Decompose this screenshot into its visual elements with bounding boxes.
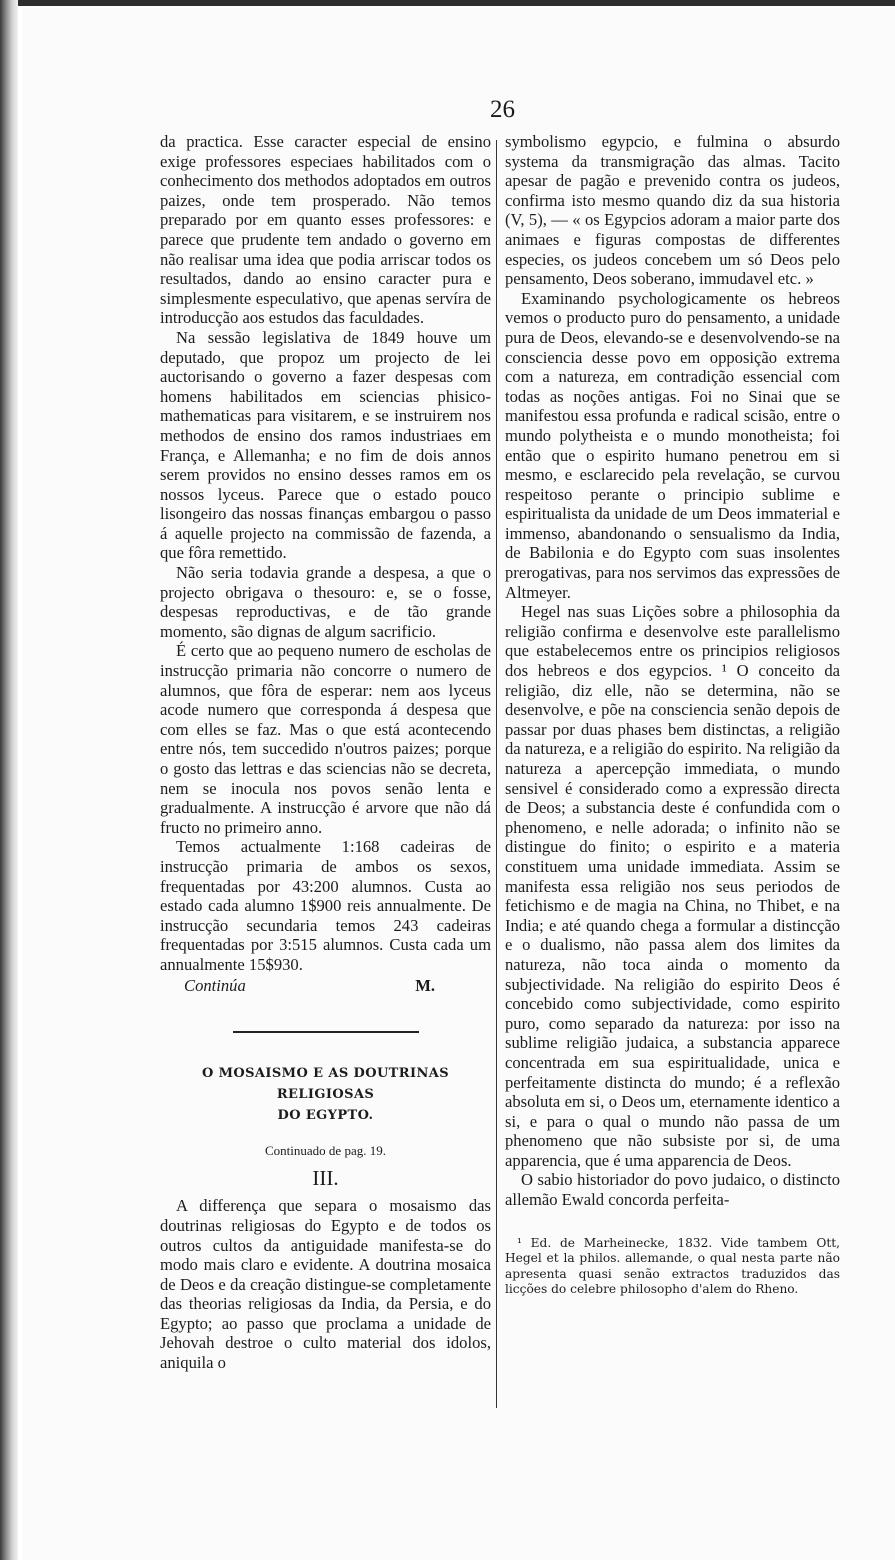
author-initial: M. xyxy=(415,975,435,995)
continua-label: Continúa xyxy=(184,975,246,995)
continued-from: Continuado de pag. 19. xyxy=(265,1143,386,1159)
footnote: ¹ Ed. de Marheinecke, 1832. Vide tambem Ott, Hegel et la philos. allemande, o qual nesta parte não apresenta quasi senão extractos traduzidos das licções do celebre philosopho d'alem do Rheno. xyxy=(505,1235,840,1297)
book-binding-edge xyxy=(0,0,18,1560)
paragraph: A differença que separa o mosaismo das doutrinas religiosas do Egypto e de todos os outros cultos da antiguidade manifesta-se do modo mais claro e evidente. A doutrina mosaica de Deos e da creação distingue-se completamente das theorias religiosas da India, da Persia, e do Egypto; ao passo que proclama a unidade de Jehovah destroe o culto material dos idolos, aniquila o xyxy=(160,1196,491,1373)
page-number: 26 xyxy=(490,96,515,123)
paragraph: da practica. Esse caracter especial de ensino exige professores especiaes habilitados com o conhecimento dos methodos adoptados em outros paizes, onde tem prosperado. Não temos preparado por em quanto esses professores: e parece que prudente tem andado o governo em não realisar uma idea que podia arriscar todos os resultados, dando ao ensino caracter pura e simplesmente especulativo, que apenas servíra de introducção aos estudos das faculdades. xyxy=(160,132,491,328)
column-divider xyxy=(496,140,497,1408)
article-title: O MOSAISMO E AS DOUTRINAS RELIGIOSAS DO EGYPTO. xyxy=(201,1066,450,1124)
paragraph: O sabio historiador do povo judaico, o distincto allemão Ewald concorda perfeita- xyxy=(505,1170,840,1210)
paragraph: Na sessão legislativa de 1849 houve um deputado, que propoz um projecto de lei auctorisando o governo a fazer despesas com homens habilitados em sciencias phisico-mathematicas para visitarem, e se instruirem nos methodos de ensino dos ramos industriaes em França, e Allemanha; e no fim de dois annos serem providos no ensino desses ramos em os nossos lyceus. Parece que o estado pouco lisongeiro das nossas finanças embargou o passo á aquelle projecto na commissão de fazenda, a que fôra remettido. xyxy=(160,327,491,563)
paragraph: Hegel nas suas Lições sobre a philosophia da religião confirma e desenvolve este parallelismo que estabelecemos entre os principios religiosos dos hebreos e dos egypcios. ¹ O conceito da religião, diz elle, não se determina, não se desenvolve, e põe na consciencia senão depois de passar por duas phases bem distinctas, a religião da natureza, e a religião do espirito. Na religião da natureza a apercepção immediata, o mundo sensivel é considerado como a expressão directa de Deos; a substancia deste é confundida com o phenomeno, e nelle adorada; o infinito não se distingue do finito; o espirito e a materia constituem uma unidade immediata. Assim se manifesta essa religião nos seus periodos de fetichismo e de magia na China, no Thibet, e na India; e até quando chega a formular a distincção e o dualismo, não passa alem dos limites da natureza, não toca ainda o momento da subjectividade. Na religião do espirito Deos é concebido como subjectividade, como espirito puro, como separado da natureza: por isso na sublime religião judaica, a substancia apparece concentrada em sua espiritualidade, unica e perfeitamente distincta do mundo; é a reflexão absoluta em si, o Deos um, eternamente identico a si, e para o qual o mundo não passa de um phenomeno que não subsiste por si, de uma apparencia, que é uma apparencia de Deos. xyxy=(505,602,840,1170)
paragraph: Não seria todavia grande a despesa, a que o projecto obrigava o thesouro: e, se o fosse, despesas reproductivas, e de tão grande momento, são dignas de algum sacrificio. xyxy=(160,563,491,641)
paragraph: É certo que ao pequeno numero de escholas de instrucção primaria não concorre o numero de alumnos, que fôra de esperar: nem aos lyceus acode numero que corresponda á despesa que com elles se faz. Mas o que está acontecendo entre nós, tem succedido n'outros paizes; porque o gosto das lettras e das sciencias não se decreta, nem se inocula nos povos senão lenta e gradualmente. A instrucção é arvore que não dá fructo no primeiro anno. xyxy=(160,641,491,837)
left-column xyxy=(160,132,491,1373)
section-rule xyxy=(233,1031,419,1033)
paragraph: Temos actualmente 1:168 cadeiras de instrucção primaria de ambos os sexos, frequentadas por 43:200 alumnos. Custa ao estado cada alumno 1$900 reis annualmente. De instrucção secundaria temos 243 cadeiras frequentadas por 3:515 alumnos. Custa cada um annualmente 15$930. xyxy=(160,837,491,974)
paragraph: Examinando psychologicamente os hebreos vemos o producto puro do pensamento, a unidade pura de Deos, elevando-se e desenvolvendo-se na consciencia desse povo em opposição extrema com a natureza, em contradição essencial com todas as noções antigas. Foi no Sinai que se manifestou essa profunda e radical scisão, entre o mundo polytheista e o mundo monotheista; foi então que o espirito humano penetrou em si mesmo, e esclarecido pela revelação, se curvou respeitoso perante o principio sublime e espiritualista da unidade de um Deos immaterial e immenso, abandonando o sensualismo da India, de Babilonia e do Egypto com suas insolentes prerogativas, para nos servimos das expressões de Altmeyer. xyxy=(505,288,840,602)
paragraph: symbolismo egypcio, e fulmina o absurdo systema da transmigração das almas. Tacito apesar de pagão e prevenido contra os judeos, confirma isto mesmo quando diz da sua historia (V, 5), — « os Egypcios adoram a maior parte dos animaes e figuras compostas de differentes especies, os judeos concebem um só Deos pelo pensamento, Deos soberano, immudavel etc. » xyxy=(505,132,840,289)
scan-top-edge xyxy=(0,0,895,6)
article-signature-line xyxy=(160,976,491,996)
right-column xyxy=(505,132,840,1298)
section-numeral: III. xyxy=(312,1165,339,1190)
